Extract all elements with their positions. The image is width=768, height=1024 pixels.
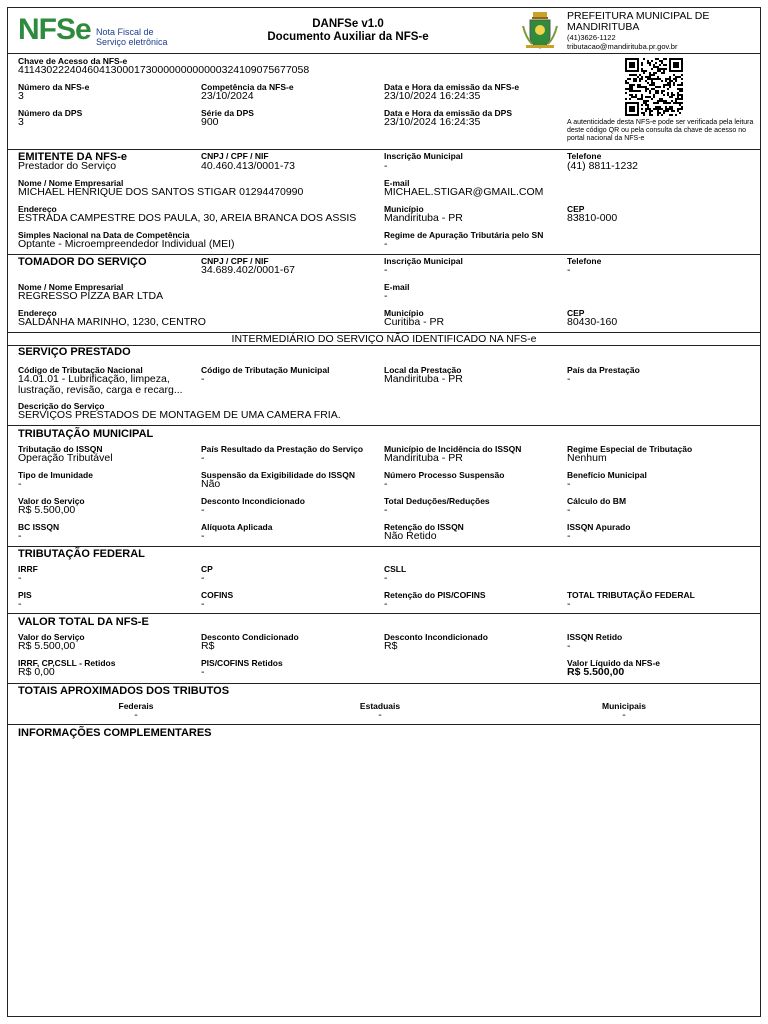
municipais-value: -	[622, 709, 626, 721]
valor-total-value-1-0: R$ 0,00	[18, 666, 55, 678]
valor-total-label-0-2: Desconto Incondicionado	[384, 632, 488, 642]
valor-total-value-0-3: -	[567, 640, 571, 652]
trib-federal-label-1-3: TOTAL TRIBUTAÇÃO FEDERAL	[567, 590, 695, 600]
municipality-name-line1: PREFEITURA MUNICIPAL DE	[567, 10, 710, 22]
qr-authenticity-note: A autenticidade desta NFS-e pode ser verificada pela leitura deste código QR ou pela consulta da chave de acesso no portal nacional da NFS-e	[567, 119, 754, 142]
tomador-phone-label: Telefone	[567, 256, 602, 266]
emitente-phone-value: (41) 8811-1232	[567, 160, 639, 172]
simples-nacional-value: Optante - Microempreendedor Individual (MEI)	[18, 238, 235, 250]
divider	[8, 724, 760, 725]
valor-total-label-0-3: ISSQN Retido	[567, 632, 623, 642]
tomador-name-label: Nome / Nome Empresarial	[18, 282, 124, 292]
tomador-email-label: E-mail	[384, 282, 410, 292]
descricao-servico-label: Descrição do Serviço	[18, 401, 105, 411]
info-complementares-section-title: INFORMAÇÕES COMPLEMENTARES	[18, 727, 212, 739]
emitente-phone-label: Telefone	[567, 151, 602, 161]
trib-municipal-label-0-2: Município de Incidência do ISSQN	[384, 444, 522, 454]
tomador-im-value: -	[384, 264, 388, 276]
valor-total-label-1-3: Valor Líquido da NFS-e	[567, 658, 661, 668]
dps-serie-value: 900	[201, 116, 219, 128]
pais-prestacao-label: País da Prestação	[567, 365, 640, 375]
trib-federal-value-0-1: -	[201, 572, 205, 584]
valor-total-label-1-0: IRRF, CP,CSLL - Retidos	[18, 658, 116, 668]
tomador-cnpj-label: CNPJ / CPF / NIF	[201, 256, 269, 266]
local-prestacao-value: Mandirituba - PR	[384, 373, 463, 385]
valor-total-label-0-0: Valor do Serviço	[18, 632, 85, 642]
valor-total-value-1-1: -	[201, 666, 205, 678]
nfse-logo-text: NFSe	[18, 13, 91, 46]
tomador-im-label: Inscrição Municipal	[384, 256, 463, 266]
municipality-name-line2: MANDIRITUBA	[567, 21, 640, 33]
trib-municipal-label-3-0: BC ISSQN	[18, 522, 60, 532]
trib-municipal-value-0-3: Nenhum	[567, 452, 607, 464]
cod-trib-nacional-label: Código de Tributação Nacional	[18, 365, 143, 375]
trib-municipal-label-0-0: Tributação do ISSQN	[18, 444, 103, 454]
dps-emission-label: Data e Hora da emissão da DPS	[384, 108, 513, 118]
emitente-city-label: Município	[384, 204, 424, 214]
municipality-email: tributacao@mandirituba.pr.gov.br	[567, 42, 678, 51]
tomador-city-label: Município	[384, 308, 424, 318]
federais-value: -	[134, 709, 138, 721]
nfse-number-label: Número da NFS-e	[18, 82, 90, 92]
trib-municipal-label-0-3: Regime Especial de Tributação	[567, 444, 693, 454]
trib-federal-label-1-0: PIS	[18, 590, 32, 600]
emitente-name-value: MICHAEL HENRIQUE DOS SANTOS STIGAR 01294470990	[18, 186, 304, 198]
trib-municipal-value-3-2: Não Retido	[384, 530, 437, 542]
trib-municipal-value-1-1: Não	[201, 478, 221, 490]
cod-trib-municipal-value: -	[201, 373, 205, 385]
emitente-cep-label: CEP	[567, 204, 585, 214]
emitente-address-value: ESTRADA CAMPESTRE DOS PAULA, 30, AREIA BRANCA DOS ASSIS	[18, 212, 357, 224]
valor-total-grid	[8, 632, 760, 684]
nfse-emission-value: 23/10/2024 16:24:35	[384, 90, 481, 102]
trib-municipal-label-2-1: Desconto Incondicionado	[201, 496, 305, 506]
trib-federal-grid	[8, 564, 760, 616]
trib-municipal-grid	[8, 444, 760, 548]
tomador-section-title: TOMADOR DO SERVIÇO	[18, 256, 147, 268]
tomador-cnpj-value: 34.689.402/0001-67	[201, 264, 296, 276]
emitente-im-label: Inscrição Municipal	[384, 151, 463, 161]
emitente-im-value: -	[384, 160, 388, 172]
tomador-city-value: Curitiba - PR	[384, 316, 445, 328]
trib-municipal-label-3-2: Retenção do ISSQN	[384, 522, 464, 532]
cod-trib-nacional-value-line1: 14.01.01 - Lubrificação, limpeza,	[18, 373, 170, 385]
nfse-logo	[18, 14, 168, 48]
trib-municipal-value-1-0: -	[18, 478, 22, 490]
trib-federal-value-0-0: -	[18, 572, 22, 584]
emitente-role: Prestador do Serviço	[18, 160, 117, 172]
document-title-block	[218, 18, 478, 44]
dps-number-value: 3	[18, 116, 24, 128]
emitente-email-label: E-mail	[384, 178, 410, 188]
estaduais-value: -	[378, 709, 382, 721]
valor-total-value-0-2: R$	[384, 640, 398, 652]
tomador-address-value: SALDANHA MARINHO, 1230, CENTRO	[18, 316, 206, 328]
estaduais-label: Estaduais	[359, 701, 401, 711]
trib-federal-label-0-0: IRRF	[18, 564, 38, 574]
trib-municipal-section-title: TRIBUTAÇÃO MUNICIPAL	[18, 428, 154, 440]
document-subtitle: Documento Auxiliar da NFS-e	[267, 31, 429, 43]
trib-municipal-value-0-2: Mandirituba - PR	[384, 452, 463, 464]
trib-federal-value-1-1: -	[201, 598, 205, 610]
divider	[8, 546, 760, 547]
valor-total-value-0-0: R$ 5.500,00	[18, 640, 76, 652]
access-key-value: 41143022240460413000173000000000000324109075677058	[18, 64, 310, 76]
trib-municipal-label-1-1: Suspensão da Exigibilidade do ISSQN	[201, 470, 355, 480]
trib-federal-label-1-2: Retenção do PIS/COFINS	[384, 590, 486, 600]
trib-municipal-label-2-2: Total Deduções/Reduções	[384, 496, 490, 506]
trib-municipal-label-0-1: País Resultado da Prestação do Serviço	[201, 444, 364, 454]
emitente-city-value: Mandirituba - PR	[384, 212, 463, 224]
regime-apuracao-label: Regime de Apuração Tributária pelo SN	[384, 230, 544, 240]
trib-municipal-value-1-3: -	[567, 478, 571, 490]
valor-total-value-0-1: R$	[201, 640, 215, 652]
divider	[8, 425, 760, 426]
totais-section-title: TOTAIS APROXIMADOS DOS TRIBUTOS	[18, 685, 230, 697]
trib-municipal-value-3-0: -	[18, 530, 22, 542]
emitente-email-value: MICHAEL.STIGAR@GMAIL.COM	[384, 186, 544, 198]
municipal-coat-of-arms-icon	[520, 12, 560, 50]
danfse-document	[7, 7, 761, 1017]
tomador-name-value: REGRESSO PIZZA BAR LTDA	[18, 290, 164, 302]
nfse-logo-sub1: Nota Fiscal de	[96, 27, 154, 37]
trib-municipal-value-0-0: Operação Tributável	[18, 452, 113, 464]
municipality-block	[567, 11, 757, 51]
trib-federal-label-1-1: COFINS	[201, 590, 234, 600]
valor-total-label-1-1: PIS/COFINS Retidos	[201, 658, 283, 668]
dps-serie-label: Série da DPS	[201, 108, 254, 118]
trib-municipal-value-2-2: -	[384, 504, 388, 516]
trib-federal-section-title: TRIBUTAÇÃO FEDERAL	[18, 548, 145, 560]
trib-municipal-label-2-3: Cálculo do BM	[567, 496, 627, 506]
trib-federal-value-1-2: -	[384, 598, 388, 610]
document-title: DANFSe v1.0	[312, 18, 384, 30]
regime-apuracao-value: -	[384, 238, 388, 250]
qr-code-icon	[625, 58, 683, 116]
divider	[8, 149, 760, 150]
divider	[8, 683, 760, 684]
servico-section-title: SERVIÇO PRESTADO	[18, 346, 131, 358]
tomador-email-value: -	[384, 290, 388, 302]
trib-municipal-label-3-3: ISSQN Apurado	[567, 522, 631, 532]
divider	[8, 613, 760, 614]
competence-label: Competência da NFS-e	[201, 82, 294, 92]
trib-municipal-label-1-3: Benefício Municipal	[567, 470, 647, 480]
valor-total-value-1-3: R$ 5.500,00	[567, 666, 625, 678]
federais-label: Federais	[118, 701, 154, 711]
trib-municipal-label-3-1: Alíquota Aplicada	[201, 522, 273, 532]
trib-municipal-value-2-0: R$ 5.500,00	[18, 504, 76, 516]
intermediario-notice: INTERMEDIÁRIO DO SERVIÇO NÃO IDENTIFICADO NA NFS-e	[231, 333, 537, 345]
trib-federal-value-0-2: -	[384, 572, 388, 584]
trib-municipal-label-1-0: Tipo de Imunidade	[18, 470, 93, 480]
tomador-phone-value: -	[567, 264, 571, 276]
trib-municipal-value-1-2: -	[384, 478, 388, 490]
dps-number-label: Número da DPS	[18, 108, 83, 118]
divider	[8, 254, 760, 255]
municipality-phone: (41)3626-1122	[567, 33, 616, 42]
emitente-address-label: Endereço	[18, 204, 57, 214]
trib-municipal-value-3-1: -	[201, 530, 205, 542]
cod-trib-municipal-label: Código de Tributação Municipal	[201, 365, 330, 375]
access-key-label: Chave de Acesso da NFS-e	[18, 56, 128, 66]
divider	[8, 53, 760, 54]
trib-federal-label-0-2: CSLL	[384, 564, 407, 574]
trib-municipal-value-3-3: -	[567, 530, 571, 542]
simples-nacional-label: Simples Nacional na Data de Competência	[18, 230, 190, 240]
cod-trib-nacional-value-line2: lustração, revisão, carga e recarg...	[18, 384, 183, 396]
valor-total-label-0-1: Desconto Condicionado	[201, 632, 299, 642]
trib-municipal-value-2-1: -	[201, 504, 205, 516]
nfse-emission-label: Data e Hora da emissão da NFS-e	[384, 82, 520, 92]
emitente-cnpj-label: CNPJ / CPF / NIF	[201, 151, 269, 161]
dps-emission-value: 23/10/2024 16:24:35	[384, 116, 481, 128]
emitente-name-label: Nome / Nome Empresarial	[18, 178, 124, 188]
emitente-section-title: EMITENTE DA NFS-e	[18, 151, 127, 163]
local-prestacao-label: Local da Prestação	[384, 365, 462, 375]
emitente-cnpj-value: 40.460.413/0001-73	[201, 160, 296, 172]
competence-value: 23/10/2024	[201, 90, 254, 102]
tomador-cep-value: 80430-160	[567, 316, 618, 328]
trib-municipal-value-0-1: -	[201, 452, 205, 464]
trib-municipal-label-2-0: Valor do Serviço	[18, 496, 85, 506]
pais-prestacao-value: -	[567, 373, 571, 385]
municipais-label: Municipais	[602, 701, 646, 711]
trib-federal-label-0-1: CP	[201, 564, 213, 574]
trib-federal-value-1-0: -	[18, 598, 22, 610]
valor-total-section-title: VALOR TOTAL DA NFS-E	[18, 616, 149, 628]
trib-municipal-label-1-2: Número Processo Suspensão	[384, 470, 505, 480]
tomador-cep-label: CEP	[567, 308, 585, 318]
tomador-address-label: Endereço	[18, 308, 57, 318]
trib-federal-value-1-3: -	[567, 598, 571, 610]
nfse-logo-sub2: Serviço eletrônica	[96, 37, 168, 47]
emitente-cep-value: 83810-000	[567, 212, 618, 224]
nfse-number-value: 3	[18, 90, 24, 102]
descricao-servico-value: SERVIÇOS PRESTADOS DE MONTAGEM DE UMA CAMERA FRIA.	[18, 409, 341, 421]
trib-municipal-value-2-3: -	[567, 504, 571, 516]
